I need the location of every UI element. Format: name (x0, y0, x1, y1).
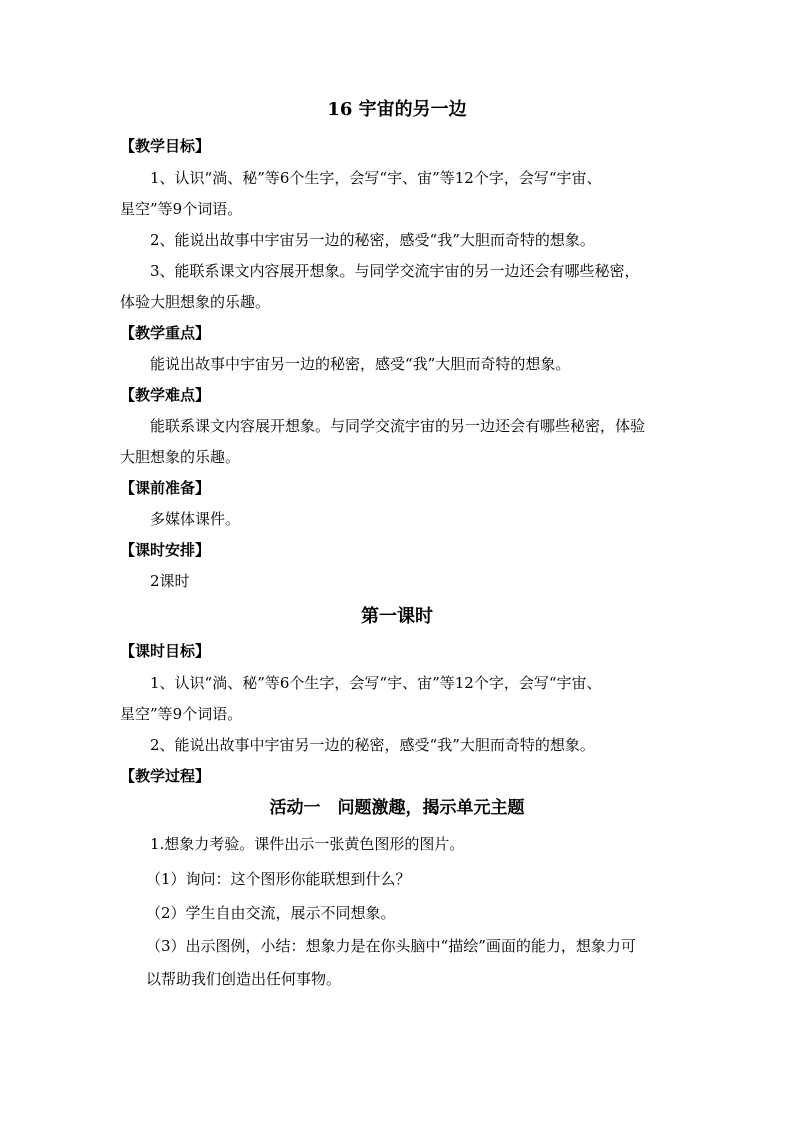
schedule-heading: 【课时安排】 (120, 541, 211, 559)
lesson-1-title: 第一课时 (361, 606, 433, 627)
difficulties-line-2: 大胆想象的乐趣。 (120, 448, 241, 466)
preparation-heading: 【课前准备】 (120, 479, 211, 497)
difficulties-line-1: 能联系课文内容展开想象。与同学交流宇宙的另一边还会有哪些秘密，体验 (150, 417, 646, 435)
step-1-3-line-1: （3）出示图例，小结：想象力是在你头脑中“描绘”画面的能力，想象力可 (146, 937, 636, 955)
key-points-heading: 【教学重点】 (120, 324, 211, 342)
lesson-goal-2: 2、能说出故事中宇宙另一边的秘密，感受“我”大胆而奇特的想象。 (150, 736, 595, 754)
step-1-3-line-2: 以帮助我们创造出任何事物。 (146, 970, 342, 988)
step-1-1: （1）询问：这个图形你能联想到什么？ (146, 870, 411, 888)
teaching-goal-1-line-1: 1、认识“淌、秘”等6个生字，会写“宇、宙”等12个字，会写“宇宙、 (150, 169, 602, 187)
lesson-goals-heading: 【课时目标】 (120, 642, 211, 660)
teaching-goals-heading: 【教学目标】 (120, 137, 211, 155)
key-points-text: 能说出故事中宇宙另一边的秘密，感受“我”大胆而奇特的想象。 (150, 355, 571, 373)
document-title: 16 宇宙的另一边 (327, 99, 467, 120)
step-1: 1.想象力考验。课件出示一张黄色图形的图片。 (150, 835, 465, 853)
teaching-goal-3-line-1: 3、能联系课文内容展开想象。与同学交流宇宙的另一边还会有哪些秘密， (150, 262, 640, 280)
schedule-text: 2课时 (150, 572, 190, 590)
lesson-goal-1-line-1: 1、认识“淌、秘”等6个生字，会写“宇、宙”等12个字，会写“宇宙、 (150, 674, 602, 692)
preparation-text: 多媒体课件。 (150, 510, 241, 528)
process-heading: 【教学过程】 (120, 767, 211, 785)
activity-1-title: 活动一 问题激趣，揭示单元主题 (269, 798, 525, 818)
teaching-goal-1-line-2: 星空”等9个词语。 (120, 200, 243, 218)
teaching-goal-3-line-2: 体验大胆想象的乐趣。 (120, 293, 271, 311)
lesson-goal-1-line-2: 星空”等9个词语。 (120, 705, 243, 723)
step-1-2: （2）学生自由交流，展示不同想象。 (146, 904, 396, 922)
teaching-goal-2: 2、能说出故事中宇宙另一边的秘密，感受“我”大胆而奇特的想象。 (150, 231, 595, 249)
difficulties-heading: 【教学难点】 (120, 386, 211, 404)
